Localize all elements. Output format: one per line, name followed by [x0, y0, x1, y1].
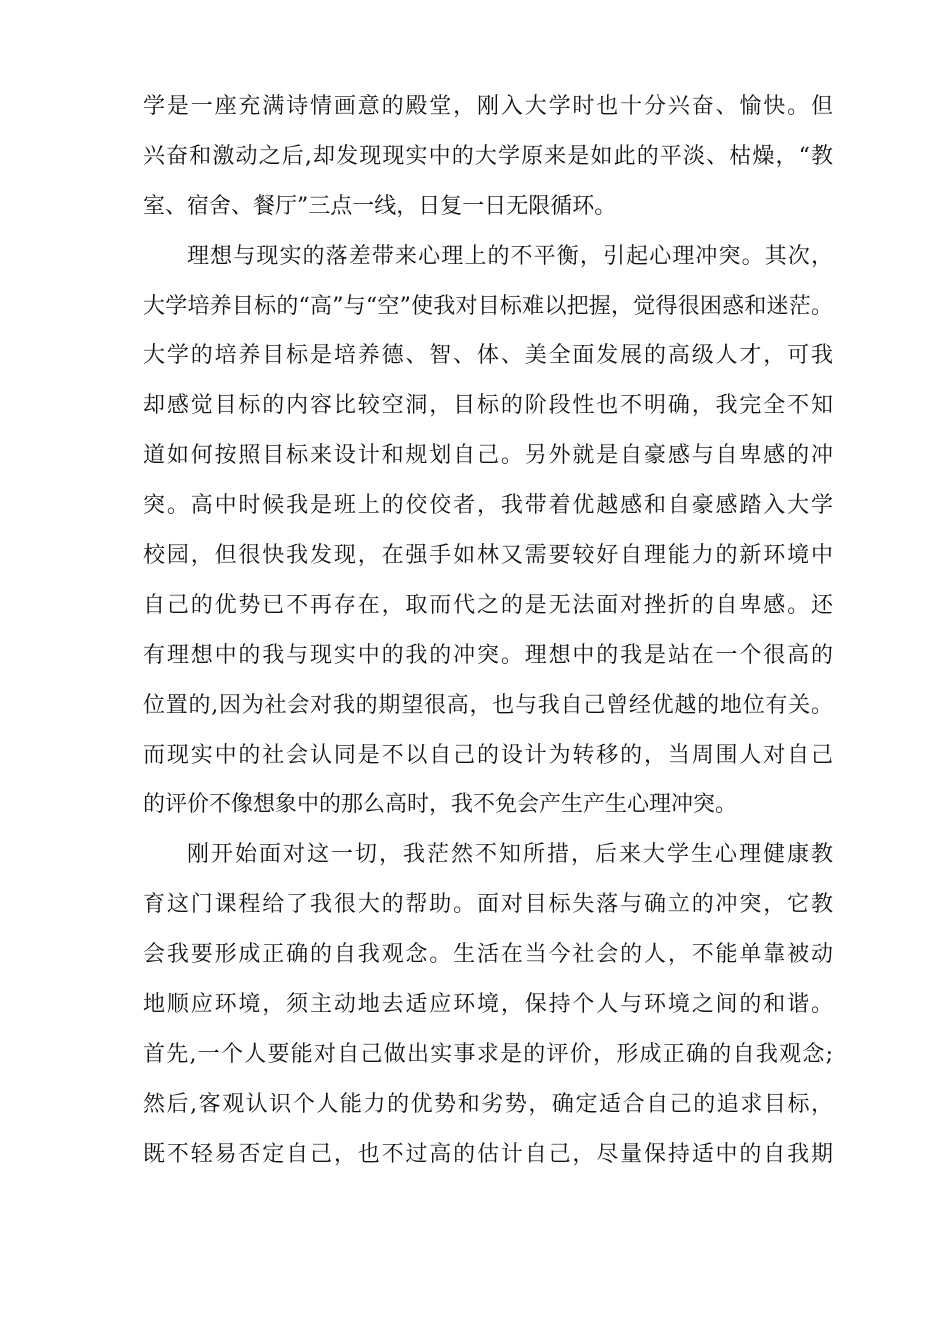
text-line: 的评价不像想象中的那么高时，我不免会产生产生心理冲突。: [143, 792, 738, 818]
text-line: 却感觉目标的内容比较空洞，目标的阶段性也不明确，我完全不知: [143, 393, 833, 419]
text-line: 会我要形成正确的自我观念。生活在当今社会的人，不能单靠被动: [143, 942, 833, 968]
text-line: 然后,客观认识个人能力的优势和劣势，确定适合自己的追求目标，: [143, 1091, 833, 1117]
text-line: 有理想中的我与现实中的我的冲突。理想中的我是站在一个很高的: [143, 642, 833, 668]
text-line: 道如何按照目标来设计和规划自己。另外就是自豪感与自卑感的冲: [143, 443, 833, 469]
text-line: 室、宿舍、餐厅”三点一线，日复一日无限循环。: [143, 193, 617, 219]
text-line: 自己的优势已不再存在，取而代之的是无法面对挫折的自卑感。还: [143, 592, 833, 618]
paragraph-first-line: 理想与现实的落差带来心理上的不平衡，引起心理冲突。其次，: [187, 243, 833, 269]
text-line: 兴奋和激动之后,却发现现实中的大学原来是如此的平淡、枯燥，“教: [143, 143, 833, 169]
text-line: 大学的培养目标是培养德、智、体、美全面发展的高级人才，可我: [143, 343, 833, 369]
text-line: 育这门课程给了我很大的帮助。面对目标失落与确立的冲突，它教: [143, 892, 833, 918]
text-line: 突。高中时候我是班上的佼佼者，我带着优越感和自豪感踏入大学: [143, 493, 833, 519]
text-line: 首先,一个人要能对自己做出实事求是的评价，形成正确的自我观念;: [143, 1041, 833, 1067]
text-line: 校园，但很快我发现，在强手如林又需要较好自理能力的新环境中: [143, 543, 833, 569]
text-line: 学是一座充满诗情画意的殿堂，刚入大学时也十分兴奋、愉快。但: [143, 94, 833, 119]
paragraph-first-line: 刚开始面对这一切，我茫然不知所措，后来大学生心理健康教: [187, 842, 833, 868]
text-line: 而现实中的社会认同是不以自己的设计为转移的，当周围人对自己: [143, 742, 833, 768]
text-line: 地顺应环境，须主动地去适应环境，保持个人与环境之间的和谐。: [143, 992, 833, 1018]
text-line: 既不轻易否定自己，也不过高的估计自己，尽量保持适中的自我期: [143, 1141, 833, 1167]
text-line: 位置的,因为社会对我的期望很高，也与我自己曾经优越的地位有关。: [143, 692, 833, 718]
text-line: 大学培养目标的“高”与“空”使我对目标难以把握，觉得很困惑和迷茫。: [143, 293, 833, 319]
body-text: [143, 82, 833, 1180]
